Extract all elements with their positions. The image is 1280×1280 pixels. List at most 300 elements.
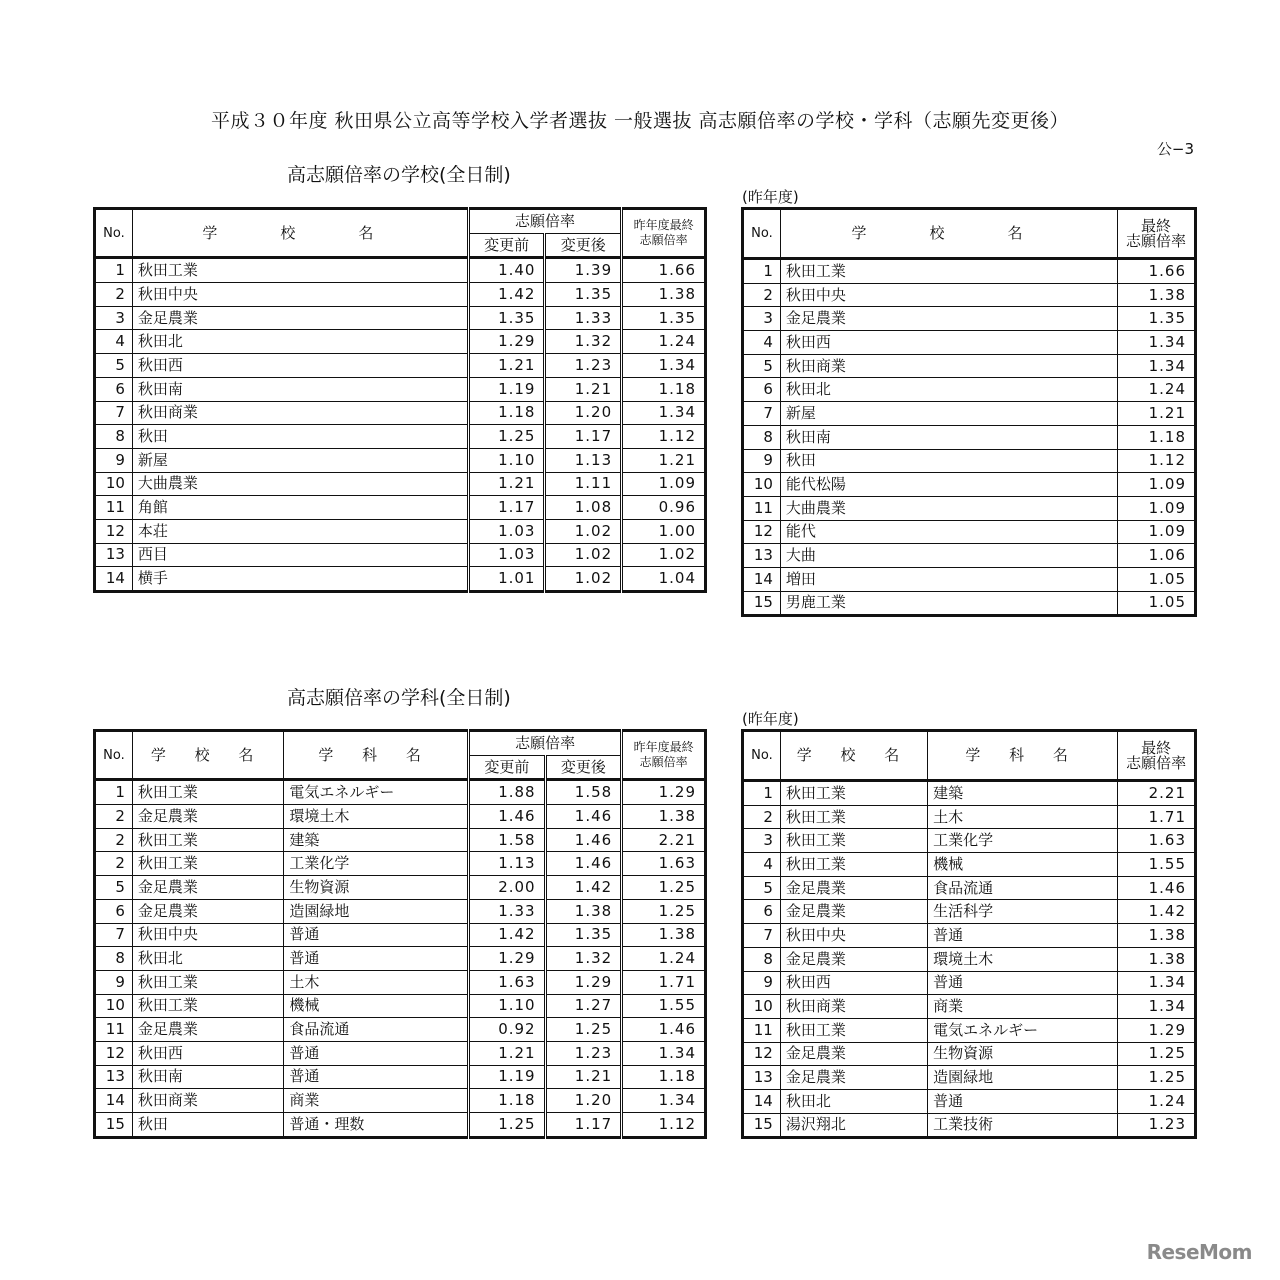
col-school: 学 校 名	[780, 731, 927, 781]
cell-no: 10	[95, 472, 133, 496]
cell-after: 1.46	[545, 852, 622, 876]
cell-no: 14	[95, 567, 133, 592]
cell-school: 金足農業	[132, 1018, 283, 1042]
cell-last-year: 1.66	[622, 258, 706, 283]
cell-course: 建築	[284, 828, 469, 852]
cell-school: 秋田中央	[780, 283, 1117, 307]
cell-last-year: 1.55	[622, 994, 706, 1018]
cell-school: 秋田北	[780, 378, 1117, 402]
cell-no: 2	[95, 828, 133, 852]
cell-before: 1.17	[468, 496, 545, 520]
cell-before: 1.25	[468, 425, 545, 449]
table-row	[743, 947, 1196, 971]
cell-school: 秋田工業	[132, 258, 468, 283]
cell-last-year: 1.02	[622, 543, 706, 567]
cell-no: 14	[95, 1089, 133, 1113]
cell-no: 11	[743, 496, 781, 520]
cell-after: 1.39	[545, 258, 622, 283]
col-last-year-line2: 志願倍率	[639, 755, 688, 770]
cell-final: 1.38	[1118, 947, 1196, 971]
cell-course: 普通・理数	[284, 1113, 469, 1138]
cell-before: 1.21	[469, 1041, 546, 1065]
cell-last-year: 1.34	[622, 401, 706, 425]
cell-last-year: 1.35	[622, 306, 706, 330]
cell-no: 6	[743, 378, 781, 402]
table-row	[743, 1113, 1196, 1138]
col-no: No.	[743, 731, 781, 781]
cell-school: 秋田	[132, 1113, 283, 1138]
cell-course: 普通	[928, 1089, 1118, 1113]
cell-final: 1.21	[1118, 402, 1196, 426]
cell-course: 造園緑地	[928, 1066, 1118, 1090]
cell-no: 7	[743, 402, 781, 426]
resemom-logo: ReseMom	[1146, 1240, 1252, 1264]
cell-no: 15	[95, 1113, 133, 1138]
table-row	[95, 306, 706, 330]
col-last-year-line2: 志願倍率	[639, 233, 688, 248]
cell-before: 0.92	[469, 1018, 546, 1042]
table-row	[743, 900, 1196, 924]
cell-last-year: 1.63	[622, 852, 706, 876]
cell-after: 1.32	[545, 947, 622, 971]
cell-before: 1.88	[469, 780, 546, 805]
cell-after: 1.38	[545, 899, 622, 923]
cell-school: 秋田工業	[780, 805, 927, 829]
cell-course: 土木	[928, 805, 1118, 829]
table-row	[95, 1018, 706, 1042]
cell-final: 2.21	[1118, 781, 1196, 806]
table-row	[95, 448, 706, 472]
table-row	[743, 876, 1196, 900]
document-title: 平成３０年度 秋田県公立高等学校入学者選抜 一般選抜 高志願倍率の学校・学科（志願先変更後）	[210, 110, 1070, 132]
cell-before: 1.40	[468, 258, 545, 283]
table-row	[743, 402, 1196, 426]
table-row	[743, 781, 1196, 806]
cell-after: 1.21	[545, 377, 622, 401]
cell-before: 1.10	[469, 994, 546, 1018]
cell-last-year: 1.38	[622, 283, 706, 307]
table-row	[95, 828, 706, 852]
cell-last-year: 1.12	[622, 1113, 706, 1138]
cell-final: 1.24	[1118, 1089, 1196, 1113]
cell-before: 1.03	[468, 519, 545, 543]
col-final	[1118, 731, 1196, 781]
cell-after: 1.17	[545, 425, 622, 449]
cell-no: 7	[743, 924, 781, 948]
col-school: 学 校 名	[132, 209, 468, 258]
cell-after: 1.42	[545, 876, 622, 900]
col-final	[1118, 209, 1196, 259]
cell-no: 14	[743, 1089, 781, 1113]
cell-school: 秋田	[132, 425, 468, 449]
cell-school: 秋田西	[780, 331, 1117, 355]
col-school: 学 校 名	[132, 731, 283, 780]
col-last-year	[622, 209, 706, 258]
cell-no: 15	[743, 1113, 781, 1138]
table-row	[743, 473, 1196, 497]
cell-last-year: 1.34	[622, 1041, 706, 1065]
table-row	[95, 805, 706, 829]
cell-no: 1	[95, 258, 133, 283]
table-row	[743, 924, 1196, 948]
cell-school: 角館	[132, 496, 468, 520]
table-row	[95, 567, 706, 592]
cell-final: 1.35	[1118, 307, 1196, 331]
cell-before: 1.63	[469, 970, 546, 994]
cell-last-year: 1.09	[622, 472, 706, 496]
cell-after: 1.46	[545, 805, 622, 829]
cell-no: 12	[95, 519, 133, 543]
cell-course: 食品流通	[284, 1018, 469, 1042]
col-after: 変更後	[545, 233, 622, 258]
cell-after: 1.29	[545, 970, 622, 994]
cell-course: 普通	[928, 971, 1118, 995]
col-final-line2: 志願倍率	[1126, 231, 1187, 250]
cell-course: 普通	[284, 1041, 469, 1065]
table-row	[743, 1089, 1196, 1113]
cell-no: 11	[743, 1018, 781, 1042]
cell-no: 3	[743, 307, 781, 331]
table-row	[95, 258, 706, 283]
table-row	[95, 947, 706, 971]
cell-course: 土木	[284, 970, 469, 994]
table-row	[95, 472, 706, 496]
table-row	[743, 544, 1196, 568]
cell-school: 秋田中央	[780, 924, 927, 948]
cell-school: 秋田商業	[780, 995, 927, 1019]
table-row	[95, 852, 706, 876]
cell-no: 6	[743, 900, 781, 924]
col-ratio-group: 志願倍率	[468, 209, 621, 234]
cell-last-year: 1.18	[622, 1065, 706, 1089]
table-row	[95, 1113, 706, 1138]
col-ratio-group: 志願倍率	[469, 731, 622, 756]
cell-no: 4	[743, 331, 781, 355]
cell-no: 5	[743, 354, 781, 378]
cell-before: 1.18	[468, 401, 545, 425]
cell-before: 1.42	[469, 923, 546, 947]
cell-school: 能代	[780, 520, 1117, 544]
cell-last-year: 1.29	[622, 780, 706, 805]
cell-before: 1.33	[469, 899, 546, 923]
cell-school: 金足農業	[132, 306, 468, 330]
cell-school: 金足農業	[132, 899, 283, 923]
cell-final: 1.38	[1118, 924, 1196, 948]
cell-course: 工業化学	[928, 829, 1118, 853]
cell-final: 1.38	[1118, 283, 1196, 307]
cell-school: 秋田工業	[780, 781, 927, 806]
cell-course: 食品流通	[928, 876, 1118, 900]
cell-course: 機械	[928, 853, 1118, 877]
cell-school: 能代松陽	[780, 473, 1117, 497]
table-row	[95, 330, 706, 354]
cell-school: 大曲農業	[780, 496, 1117, 520]
cell-school: 湯沢翔北	[780, 1113, 927, 1138]
cell-course: 機械	[284, 994, 469, 1018]
cell-before: 1.19	[468, 377, 545, 401]
cell-last-year: 1.18	[622, 377, 706, 401]
cell-school: 秋田南	[132, 1065, 283, 1089]
cell-last-year: 1.34	[622, 1089, 706, 1113]
cell-no: 9	[95, 448, 133, 472]
cell-final: 1.23	[1118, 1113, 1196, 1138]
table-row	[743, 378, 1196, 402]
table-row	[95, 1041, 706, 1065]
cell-after: 1.20	[545, 1089, 622, 1113]
cell-after: 1.02	[545, 543, 622, 567]
table-row	[743, 805, 1196, 829]
cell-before: 1.19	[469, 1065, 546, 1089]
cell-final: 1.46	[1118, 876, 1196, 900]
cell-final: 1.66	[1118, 259, 1196, 284]
col-last-year-line1: 昨年度最終	[633, 740, 694, 755]
cell-no: 13	[95, 543, 133, 567]
cell-no: 10	[743, 995, 781, 1019]
cell-after: 1.23	[545, 354, 622, 378]
cell-course: 普通	[284, 1065, 469, 1089]
cell-school: 秋田工業	[780, 853, 927, 877]
col-last-year-line1: 昨年度最終	[633, 218, 694, 233]
cell-school: 秋田北	[132, 330, 468, 354]
cell-last-year: 1.04	[622, 567, 706, 592]
cell-no: 12	[95, 1041, 133, 1065]
table-row	[743, 283, 1196, 307]
col-after: 変更後	[545, 755, 622, 780]
cell-no: 14	[743, 567, 781, 591]
cell-final: 1.05	[1118, 567, 1196, 591]
cell-before: 1.42	[468, 283, 545, 307]
cell-after: 1.35	[545, 283, 622, 307]
cell-school: 秋田中央	[132, 923, 283, 947]
last-year-label-courses: (昨年度)	[742, 710, 799, 728]
cell-school: 秋田工業	[132, 970, 283, 994]
cell-no: 3	[743, 829, 781, 853]
cell-no: 3	[95, 306, 133, 330]
col-course: 学 科 名	[928, 731, 1118, 781]
cell-after: 1.21	[545, 1065, 622, 1089]
cell-no: 15	[743, 591, 781, 616]
cell-school: 金足農業	[780, 876, 927, 900]
cell-final: 1.24	[1118, 378, 1196, 402]
col-no: No.	[743, 209, 781, 259]
table-row	[743, 853, 1196, 877]
cell-school: 秋田西	[132, 1041, 283, 1065]
cell-course: 建築	[928, 781, 1118, 806]
cell-no: 4	[95, 330, 133, 354]
cell-after: 1.35	[545, 923, 622, 947]
cell-school: 大曲農業	[132, 472, 468, 496]
table-row	[743, 971, 1196, 995]
cell-final: 1.05	[1118, 591, 1196, 616]
col-school: 学 校 名	[780, 209, 1117, 259]
table-row	[743, 1018, 1196, 1042]
cell-final: 1.09	[1118, 496, 1196, 520]
col-no: No.	[95, 209, 133, 258]
table-row	[743, 829, 1196, 853]
cell-course: 造園緑地	[284, 899, 469, 923]
cell-no: 13	[743, 544, 781, 568]
table-row	[743, 567, 1196, 591]
cell-school: 男鹿工業	[780, 591, 1117, 616]
cell-no: 2	[95, 283, 133, 307]
cell-school: 新屋	[780, 402, 1117, 426]
cell-before: 2.00	[469, 876, 546, 900]
cell-no: 9	[743, 971, 781, 995]
cell-course: 工業技術	[928, 1113, 1118, 1138]
cell-no: 2	[743, 283, 781, 307]
table-row	[95, 401, 706, 425]
table-row	[95, 1065, 706, 1089]
cell-no: 7	[95, 923, 133, 947]
cell-no: 8	[743, 425, 781, 449]
table-row	[743, 1066, 1196, 1090]
cell-final: 1.25	[1118, 1042, 1196, 1066]
cell-school: 秋田工業	[780, 259, 1117, 284]
cell-last-year: 1.24	[622, 947, 706, 971]
cell-final: 1.29	[1118, 1018, 1196, 1042]
cell-course: 電気エネルギー	[284, 780, 469, 805]
cell-final: 1.34	[1118, 331, 1196, 355]
cell-final: 1.09	[1118, 473, 1196, 497]
cell-school: 増田	[780, 567, 1117, 591]
cell-after: 1.32	[545, 330, 622, 354]
cell-final: 1.09	[1118, 520, 1196, 544]
cell-course: 生物資源	[284, 876, 469, 900]
cell-school: 秋田南	[132, 377, 468, 401]
cell-school: 秋田工業	[132, 828, 283, 852]
cell-last-year: 1.24	[622, 330, 706, 354]
cell-school: 秋田西	[780, 971, 927, 995]
cell-no: 10	[743, 473, 781, 497]
cell-no: 13	[95, 1065, 133, 1089]
cell-before: 1.25	[469, 1113, 546, 1138]
cell-after: 1.58	[545, 780, 622, 805]
cell-school: 秋田商業	[132, 1089, 283, 1113]
table-row	[95, 519, 706, 543]
cell-before: 1.46	[469, 805, 546, 829]
table-row	[743, 425, 1196, 449]
cell-school: 金足農業	[132, 805, 283, 829]
cell-school: 金足農業	[132, 876, 283, 900]
table-row	[743, 307, 1196, 331]
cell-before: 1.29	[469, 947, 546, 971]
table-row	[95, 899, 706, 923]
cell-final: 1.63	[1118, 829, 1196, 853]
cell-course: 普通	[928, 924, 1118, 948]
cell-no: 2	[95, 852, 133, 876]
table-row	[95, 496, 706, 520]
cell-no: 10	[95, 994, 133, 1018]
cell-last-year: 1.25	[622, 876, 706, 900]
cell-before: 1.18	[469, 1089, 546, 1113]
cell-course: 電気エネルギー	[928, 1018, 1118, 1042]
cell-school: 金足農業	[780, 307, 1117, 331]
cell-no: 2	[743, 805, 781, 829]
cell-after: 1.25	[545, 1018, 622, 1042]
table-row	[743, 1042, 1196, 1066]
cell-before: 1.29	[468, 330, 545, 354]
table-row	[95, 994, 706, 1018]
cell-before: 1.21	[468, 354, 545, 378]
cell-before: 1.10	[468, 448, 545, 472]
cell-school: 秋田工業	[780, 829, 927, 853]
table-row	[95, 354, 706, 378]
col-no: No.	[95, 731, 133, 780]
cell-no: 1	[743, 781, 781, 806]
col-last-year	[622, 731, 706, 780]
table-row	[743, 354, 1196, 378]
cell-no: 6	[95, 899, 133, 923]
table-row	[95, 1089, 706, 1113]
cell-school: 大曲	[780, 544, 1117, 568]
cell-course: 生活科学	[928, 900, 1118, 924]
cell-final: 1.34	[1118, 354, 1196, 378]
cell-no: 5	[743, 876, 781, 900]
table-row	[743, 591, 1196, 616]
cell-school: 秋田北	[780, 1089, 927, 1113]
section-title-schools: 高志願倍率の学校(全日制)	[287, 164, 511, 186]
cell-after: 1.33	[545, 306, 622, 330]
cell-last-year: 1.21	[622, 448, 706, 472]
cell-school: 秋田工業	[780, 1018, 927, 1042]
cell-course: 商業	[284, 1089, 469, 1113]
cell-school: 秋田南	[780, 425, 1117, 449]
cell-after: 1.02	[545, 519, 622, 543]
cell-no: 6	[95, 377, 133, 401]
cell-after: 1.23	[545, 1041, 622, 1065]
cell-after: 1.11	[545, 472, 622, 496]
section-title-courses: 高志願倍率の学科(全日制)	[287, 687, 511, 709]
cell-school: 秋田西	[132, 354, 468, 378]
cell-no: 4	[743, 853, 781, 877]
cell-school: 金足農業	[780, 1066, 927, 1090]
col-final-line1: 最終	[1141, 738, 1172, 757]
table-row	[743, 259, 1196, 284]
cell-school: 秋田工業	[132, 780, 283, 805]
table-row	[743, 520, 1196, 544]
cell-school: 秋田商業	[132, 401, 468, 425]
cell-no: 8	[95, 947, 133, 971]
cell-no: 11	[95, 496, 133, 520]
cell-school: 金足農業	[780, 1042, 927, 1066]
cell-after: 1.17	[545, 1113, 622, 1138]
cell-before: 1.35	[468, 306, 545, 330]
cell-no: 12	[743, 520, 781, 544]
col-before: 変更前	[469, 755, 546, 780]
cell-school: 秋田工業	[132, 852, 283, 876]
cell-after: 1.13	[545, 448, 622, 472]
schools-last-year-table	[741, 207, 1197, 617]
cell-last-year: 1.71	[622, 970, 706, 994]
cell-last-year: 2.21	[622, 828, 706, 852]
cell-school: 秋田中央	[132, 283, 468, 307]
table-row	[95, 425, 706, 449]
cell-final: 1.06	[1118, 544, 1196, 568]
table-row	[743, 331, 1196, 355]
cell-school: 新屋	[132, 448, 468, 472]
cell-last-year: 1.46	[622, 1018, 706, 1042]
cell-final: 1.12	[1118, 449, 1196, 473]
cell-after: 1.46	[545, 828, 622, 852]
cell-school: 金足農業	[780, 900, 927, 924]
cell-school: 西目	[132, 543, 468, 567]
cell-last-year: 1.34	[622, 354, 706, 378]
cell-school: 本荘	[132, 519, 468, 543]
cell-before: 1.01	[468, 567, 545, 592]
cell-final: 1.18	[1118, 425, 1196, 449]
cell-before: 1.21	[468, 472, 545, 496]
cell-before: 1.58	[469, 828, 546, 852]
